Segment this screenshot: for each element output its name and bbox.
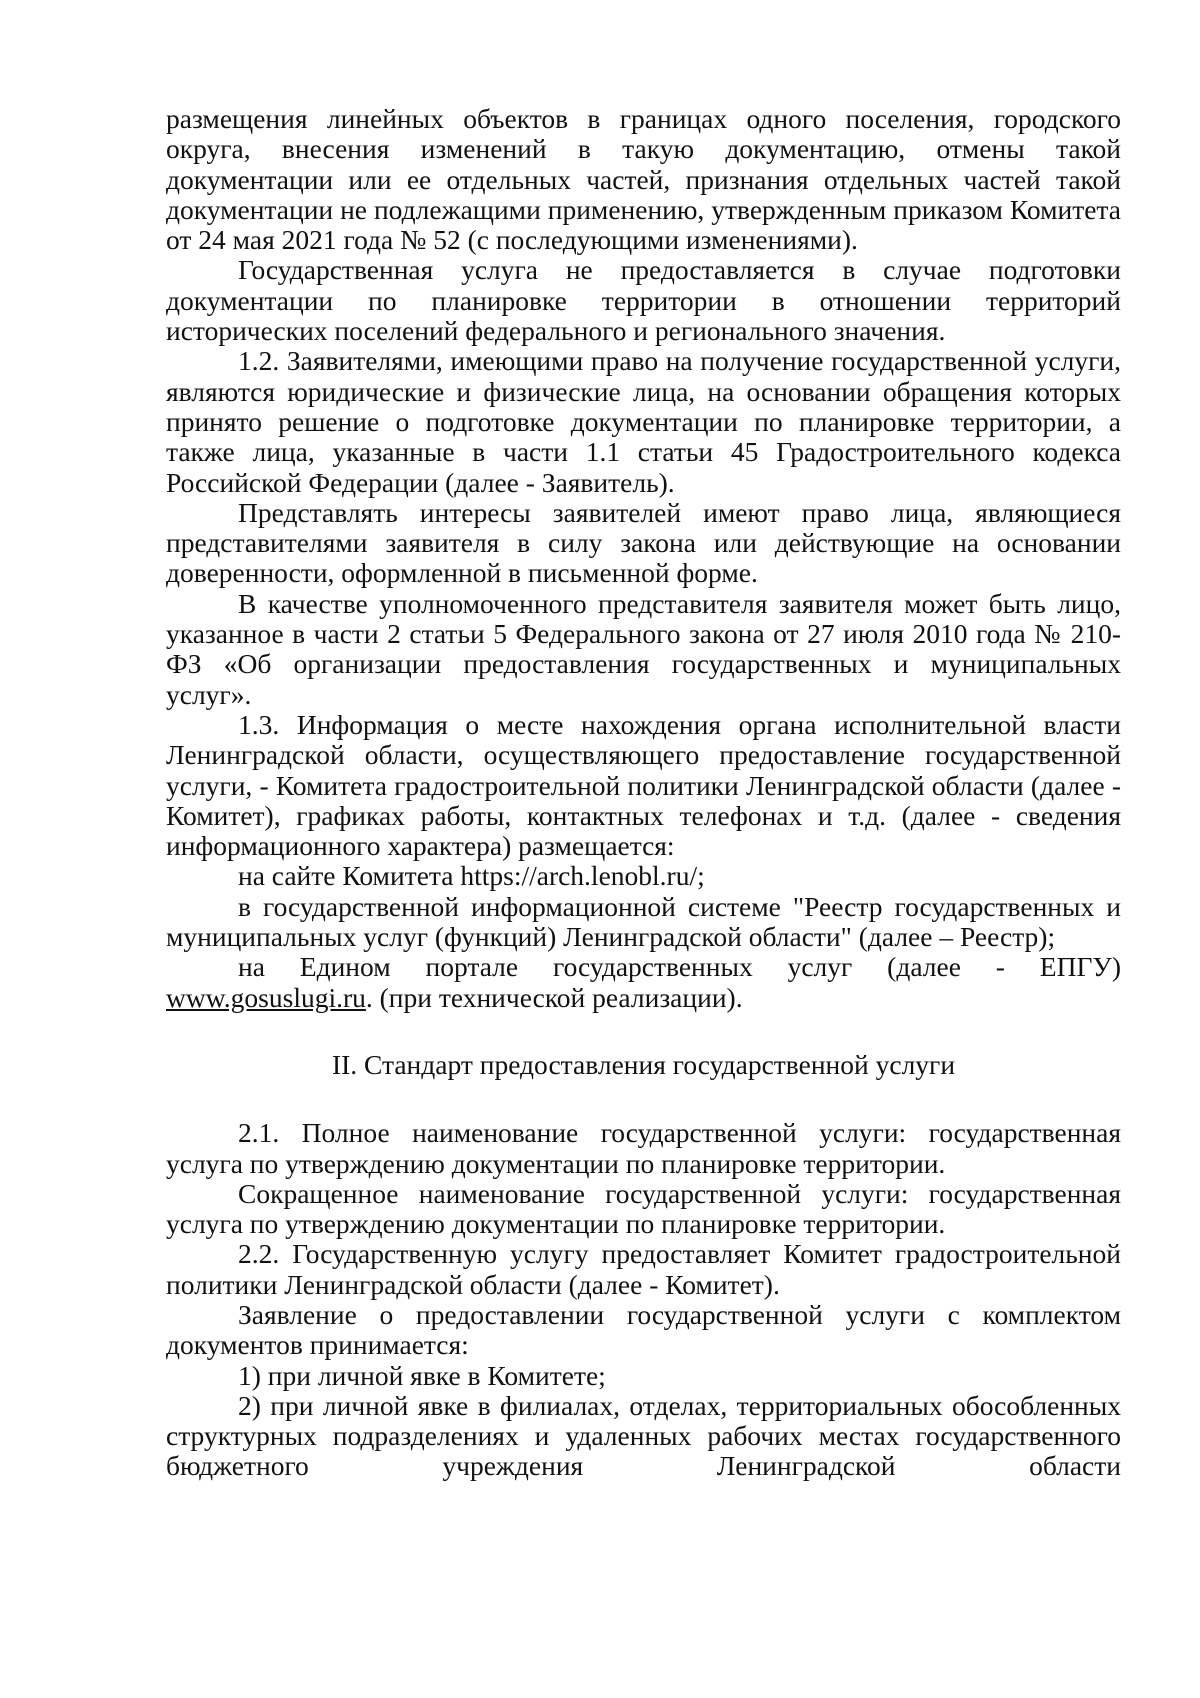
paragraph-2-1: 2.1. Полное наименование государственной услуги: государственная услуга по утверждению документации по планировке территории.	[166, 1117, 1121, 1179]
paragraph-continuation: размещения линейных объектов в границах одного поселения, городского округа, внесения изменений в такую документацию, отмены такой документации или ее отдельных частей, признания отдельных частей такой документации не подлежащими применению, утвержденным приказом Комитета от 24 мая 2021 года № 52 (с последующими изменениями).	[166, 103, 1121, 256]
gosuslugi-link[interactable]: www.gosuslugi.ru	[166, 981, 366, 1013]
paragraph-portal	[166, 952, 1121, 1013]
paragraph-site: на сайте Комитета https://arch.lenobl.ru/;	[238, 860, 705, 892]
paragraph-registry: в государственной информационной системе "Реестр государственных и муниципальных услуг (функций) Ленинградской области" (далее – Реестр);	[166, 890, 1121, 953]
paragraph-authorized-representative: В качестве уполномоченного представителя заявителя может быть лицо, указанное в части 2 статьи 5 Федерального закона от 27 июля 2010 года № 210-ФЗ «Об организации предоставления государственных и муниципальных услуг».	[166, 587, 1121, 710]
section-2-heading: II. Стандарт предоставления государственной услуги	[331, 1048, 956, 1080]
list-item-1: 1) при личной явке в Комитете;	[238, 1359, 606, 1391]
paragraph-1-2: 1.2. Заявителями, имеющими право на получение государственной услуги, являются юридические и физические лица, на основании обращения которых принято решение о подготовке документации по планировке территории, а также лица, указанные в части 1.1 статьи 45 Градостроительного кодекса Российской Федерации (далее - Заявитель).	[166, 345, 1121, 498]
paragraph-1-3: 1.3. Информация о месте нахождения органа исполнительной власти Ленинградской области, осуществляющего предоставление государственной услуги, - Комитета градостроительной политики Ленинградской области (далее - Комитет), графиках работы, контактных телефонах и т.д. (далее - сведения информационного характера) размещается:	[166, 708, 1121, 862]
paragraph-2-2: 2.2. Государственную услугу предоставляет Комитет градостроительной политики Ленинградской области (далее - Комитет).	[166, 1238, 1121, 1300]
portal-text: на Едином портале государственных услуг (далее - ЕПГУ)	[238, 951, 1121, 983]
paragraph-short-name: Сокращенное наименование государственной услуги: государственная услуга по утверждению документации по планировке территории.	[166, 1177, 1121, 1240]
paragraph-not-provided: Государственная услуга не предоставляется в случае подготовки документации по планировке территории в отношении территорий исторических поселений федерального и регионального значения.	[166, 254, 1121, 347]
document-page	[166, 104, 1121, 1482]
list-item-2: 2) при личной явке в филиалах, отделах, территориальных обособленных структурных подразделениях и удаленных рабочих местах государственного бюджетного учреждения Ленинградской области	[166, 1389, 1121, 1482]
portal-suffix: . (при технической реализации).	[365, 981, 743, 1013]
paragraph-representatives: Представлять интересы заявителей имеют право лица, являющиеся представителями заявителя в силу закона или действующие на основании доверенности, оформленной в письменной форме.	[166, 496, 1121, 589]
paragraph-application: Заявление о предоставлении государственной услуги с комплектом документов принимается:	[166, 1298, 1121, 1361]
